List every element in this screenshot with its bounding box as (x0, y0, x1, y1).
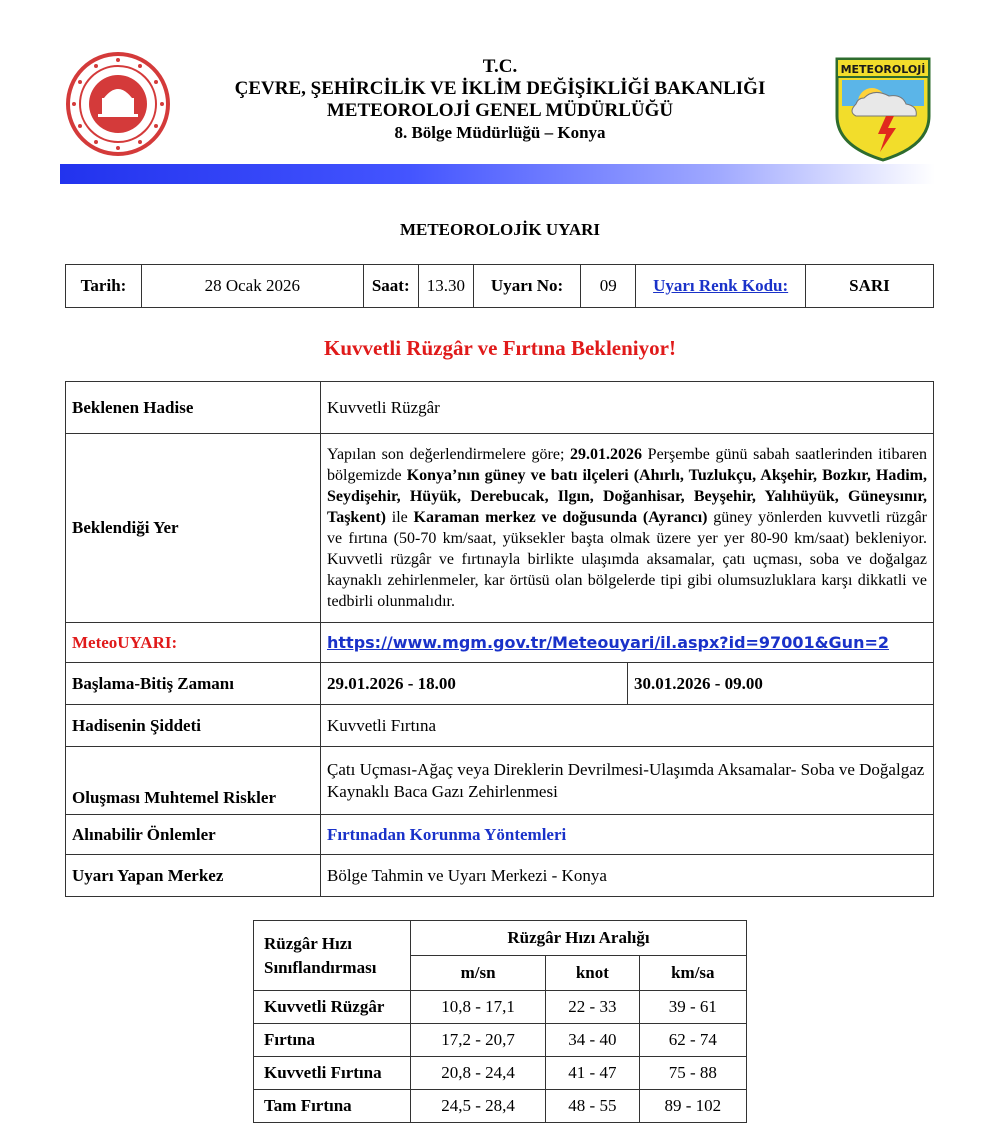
wind-knot: 48 - 55 (546, 1090, 639, 1123)
wind-ms: 24,5 - 28,4 (411, 1090, 546, 1123)
header-text (180, 56, 820, 144)
unit-ms: m/sn (411, 956, 546, 991)
row-expected-event (66, 382, 934, 434)
warning-no-value: 09 (581, 265, 636, 308)
wind-knot: 34 - 40 (546, 1024, 639, 1057)
wind-knot: 41 - 47 (546, 1057, 639, 1090)
location-description (321, 434, 934, 623)
risks-label: Oluşması Muhtemel Riskler (66, 747, 321, 815)
center-value: Bölge Tahmin ve Uyarı Merkezi - Konya (321, 855, 934, 897)
row-center (66, 855, 934, 897)
severity-label: Hadisenin Şiddeti (66, 705, 321, 747)
measures-link[interactable]: Fırtınadan Korunma Yöntemleri (327, 824, 567, 844)
meteouyari-label: MeteoUYARI: (66, 623, 321, 663)
header (0, 0, 1000, 190)
meteouyari-link[interactable]: https://www.mgm.gov.tr/Meteouyari/il.aspx?id=97001&Gun=2 (327, 632, 889, 652)
wind-ms: 10,8 - 17,1 (411, 991, 546, 1024)
wind-row (254, 1057, 747, 1090)
wind-class-name: Fırtına (254, 1024, 411, 1057)
wind-row (254, 1024, 747, 1057)
start-time: 29.01.2026 - 18.00 (321, 663, 628, 705)
measures-label: Alınabilir Önlemler (66, 815, 321, 855)
info-row (66, 265, 934, 308)
time-value: 13.30 (418, 265, 473, 308)
time-range-label: Başlama-Bitiş Zamanı (66, 663, 321, 705)
location-districts: Konya’nın güney ve batı ilçeleri (Ahırlı, Tuzlukçu, Akşehir, Bozkır, Hadim, Seydişehir, Hüyük, Derebucak, Ilgın, Doğanhisar, Beyşehir, Yalıhüyük, Güneysınır, Taşkent) (327, 467, 927, 526)
row-measures (66, 815, 934, 855)
wind-ms: 17,2 - 20,7 (411, 1024, 546, 1057)
wind-range-header: Rüzgâr Hızı Aralığı (411, 921, 747, 956)
header-gradient-bar (60, 164, 935, 184)
meteouyari-cell (321, 623, 934, 663)
row-location (66, 434, 934, 623)
wind-kmh: 39 - 61 (639, 991, 746, 1024)
wind-kmh: 75 - 88 (639, 1057, 746, 1090)
location-text-4: güney yönlerden kuvvetli rüzgâr ve fırtına (50-70 km/saat, yüksekler başta olmak üzere yer yer 80-90 km/saat) bekleniyor. Kuvvetli rüzgâr ve fırtınayla birlikte ulaşımda aksamalar, çatı uçması, soba ve doğalgaz kaynaklı zehirlenmeler, kar örtüsü olan bölgelerde tipi gibi olumsuzluklara karşı dikkatli ve tedbirli olunmalıdır. (327, 509, 927, 610)
wind-row (254, 1090, 747, 1123)
headline: Kuvvetli Rüzgâr ve Fırtına Bekleniyor! (324, 336, 676, 360)
header-line-tc: T.C. (482, 56, 518, 77)
wind-header-row (254, 921, 747, 956)
location-text-3: ile (385, 509, 414, 526)
wind-class-header (254, 921, 411, 991)
color-code-cell (636, 265, 806, 308)
warning-no-label: Uyarı No: (473, 265, 580, 308)
measures-cell (321, 815, 934, 855)
location-label: Beklendiği Yer (66, 434, 321, 623)
date-label: Tarih: (66, 265, 142, 308)
wind-class-name: Tam Fırtına (254, 1090, 411, 1123)
color-code-value: SARI (805, 265, 933, 308)
header-line-ministry: ÇEVRE, ŞEHİRCİLİK VE İKLİM DEĞİŞİKLİĞİ BAKANLIĞI (234, 78, 766, 99)
location-date: 29.01.2026 (570, 446, 643, 463)
warning-details-table (65, 381, 934, 897)
warning-info-table (65, 264, 934, 308)
document-title: METEOROLOJİK UYARI (399, 220, 601, 239)
expected-event-value: Kuvvetli Rüzgâr (321, 382, 934, 434)
expected-event-label: Beklenen Hadise (66, 382, 321, 434)
row-time-range (66, 663, 934, 705)
color-code-link[interactable]: Uyarı Renk Kodu: (653, 276, 789, 295)
center-label: Uyarı Yapan Merkez (66, 855, 321, 897)
unit-kmh: km/sa (639, 956, 746, 991)
risks-value: Çatı Uçması-Ağaç veya Direklerin Devrilmesi-Ulaşımda Aksamalar- Soba ve Doğalgaz Kaynaklı Baca Gazı Zehirlenmesi (321, 747, 934, 815)
unit-knot: knot (546, 956, 639, 991)
wind-kmh: 62 - 74 (639, 1024, 746, 1057)
meteoroloji-logo (834, 56, 932, 162)
end-time: 30.01.2026 - 09.00 (628, 663, 934, 705)
row-risks (66, 747, 934, 815)
wind-class-name: Kuvvetli Rüzgâr (254, 991, 411, 1024)
wind-class-header-1: Rüzgâr Hızı (264, 933, 352, 953)
wind-class-header-2: Sınıflandırması (264, 957, 377, 977)
location-karaman: Karaman merkez ve doğusunda (Ayrancı) (413, 509, 708, 526)
wind-ms: 20,8 - 24,4 (411, 1057, 546, 1090)
row-meteouyari (66, 623, 934, 663)
wind-class-name: Kuvvetli Fırtına (254, 1057, 411, 1090)
date-value: 28 Ocak 2026 (141, 265, 363, 308)
location-text-1: Yapılan son değerlendirmelere göre; (327, 446, 571, 463)
wind-speed-table (253, 920, 747, 1123)
header-line-region: 8. Bölge Müdürlüğü – Konya (394, 123, 606, 142)
wind-kmh: 89 - 102 (639, 1090, 746, 1123)
time-label: Saat: (363, 265, 418, 308)
logo-text: METEOROLOJİ (840, 63, 926, 76)
header-line-directorate: METEOROLOJİ GENEL MÜDÜRLÜĞÜ (326, 100, 674, 121)
wind-row (254, 991, 747, 1024)
row-severity (66, 705, 934, 747)
location-text-2: Perşembe günü sabah saatlerinden itibaren bölgemizde (327, 446, 927, 484)
severity-value: Kuvvetli Fırtına (321, 705, 934, 747)
ministry-seal-logo (64, 50, 172, 158)
wind-knot: 22 - 33 (546, 991, 639, 1024)
